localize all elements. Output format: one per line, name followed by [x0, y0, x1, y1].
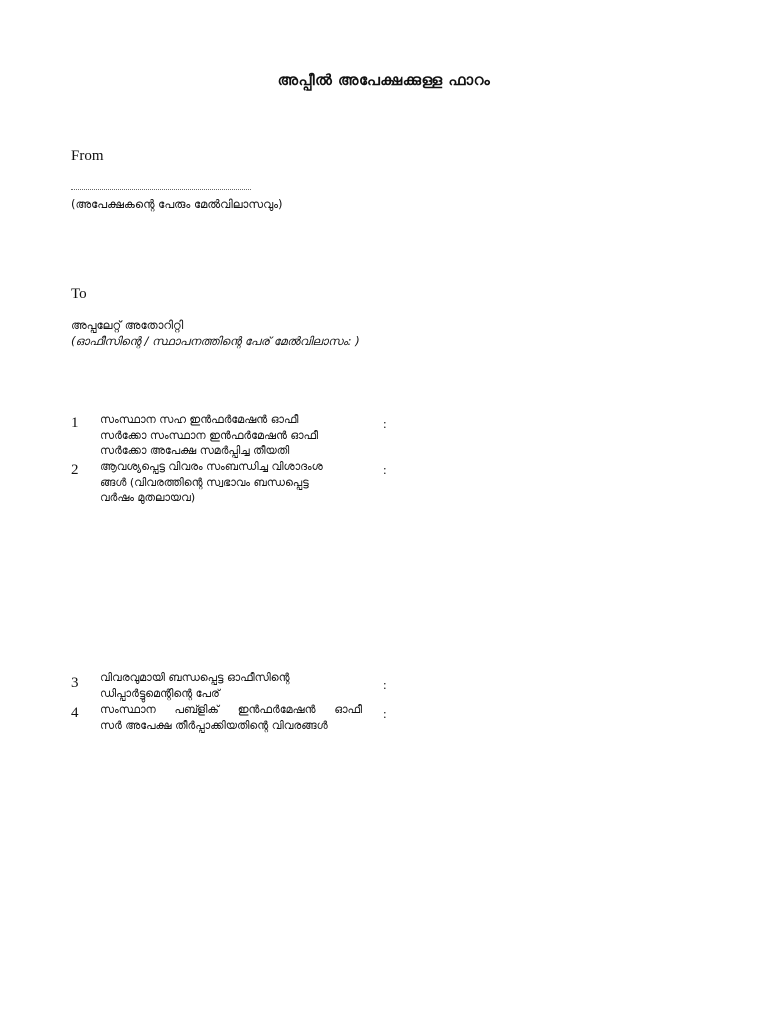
- applicant-dotted-line: [71, 180, 251, 190]
- form-title: അപ്പീൽ അപേക്ഷക്കുള്ള ഫാറം: [277, 71, 491, 89]
- item-colon-1: :: [383, 416, 387, 431]
- item-3-line-2: ഡിപ്പാർട്ടുമെന്റിന്റെ പേര്: [100, 686, 220, 700]
- item-number-1: 1: [71, 415, 79, 431]
- authority-name: അപ്പലേറ്റ് അതോറിറ്റി: [71, 318, 184, 332]
- item-1-line-3: സർക്കോ അപേക്ഷ സമർപ്പിച്ച തീയതി: [100, 444, 290, 457]
- from-label: From: [71, 148, 104, 164]
- item-2-line-3: വർഷം മുതലായവ): [100, 491, 196, 504]
- item-4-line-1: സംസ്ഥാന പബ്ളിക് ഇൻഫർമേഷൻ ഓഫീ: [100, 703, 362, 716]
- item-2-line-1: ആവശ്യപ്പെട്ട വിവരം സംബന്ധിച്ച വിശാദംശ: [100, 460, 323, 473]
- item-4-line-2: സർ അപേക്ഷ തീർപ്പാക്കിയതിന്റെ വിവരങ്ങൾ: [100, 718, 328, 732]
- item-number-3: 3: [71, 675, 79, 691]
- to-label: To: [71, 286, 87, 302]
- item-2-line-2: ങ്ങൾ (വിവരത്തിന്റെ സ്വഭാവം ബന്ധപ്പെട്ട: [100, 475, 309, 489]
- item-colon-2: :: [383, 462, 387, 477]
- authority-caption: (ഓഫീസിന്റെ / സ്ഥാപനത്തിന്റെ പേര് മേൽവിലാസം: ): [71, 334, 360, 348]
- item-number-2: 2: [71, 462, 79, 478]
- item-1-line-1: സംസ്ഥാന സഹ ഇൻഫർമേഷൻ ഓഫീ: [100, 413, 299, 426]
- item-text-4: [100, 702, 362, 733]
- item-text-1: [100, 412, 362, 459]
- item-number-4: 4: [71, 705, 79, 721]
- item-colon-4: :: [383, 706, 387, 721]
- item-3-line-1: വിവരവുമായി ബന്ധപ്പെട്ട ഓഫീസിന്റെ: [100, 671, 290, 684]
- item-text-3: [100, 670, 362, 701]
- item-1-line-2: സർക്കോ സംസ്ഥാന ഇൻഫർമേഷൻ ഓഫീ: [100, 428, 319, 442]
- item-colon-3: :: [383, 677, 387, 692]
- applicant-caption: (അപേക്ഷകന്റെ പേരും മേൽവിലാസവും): [71, 197, 283, 211]
- item-text-2: [100, 459, 362, 506]
